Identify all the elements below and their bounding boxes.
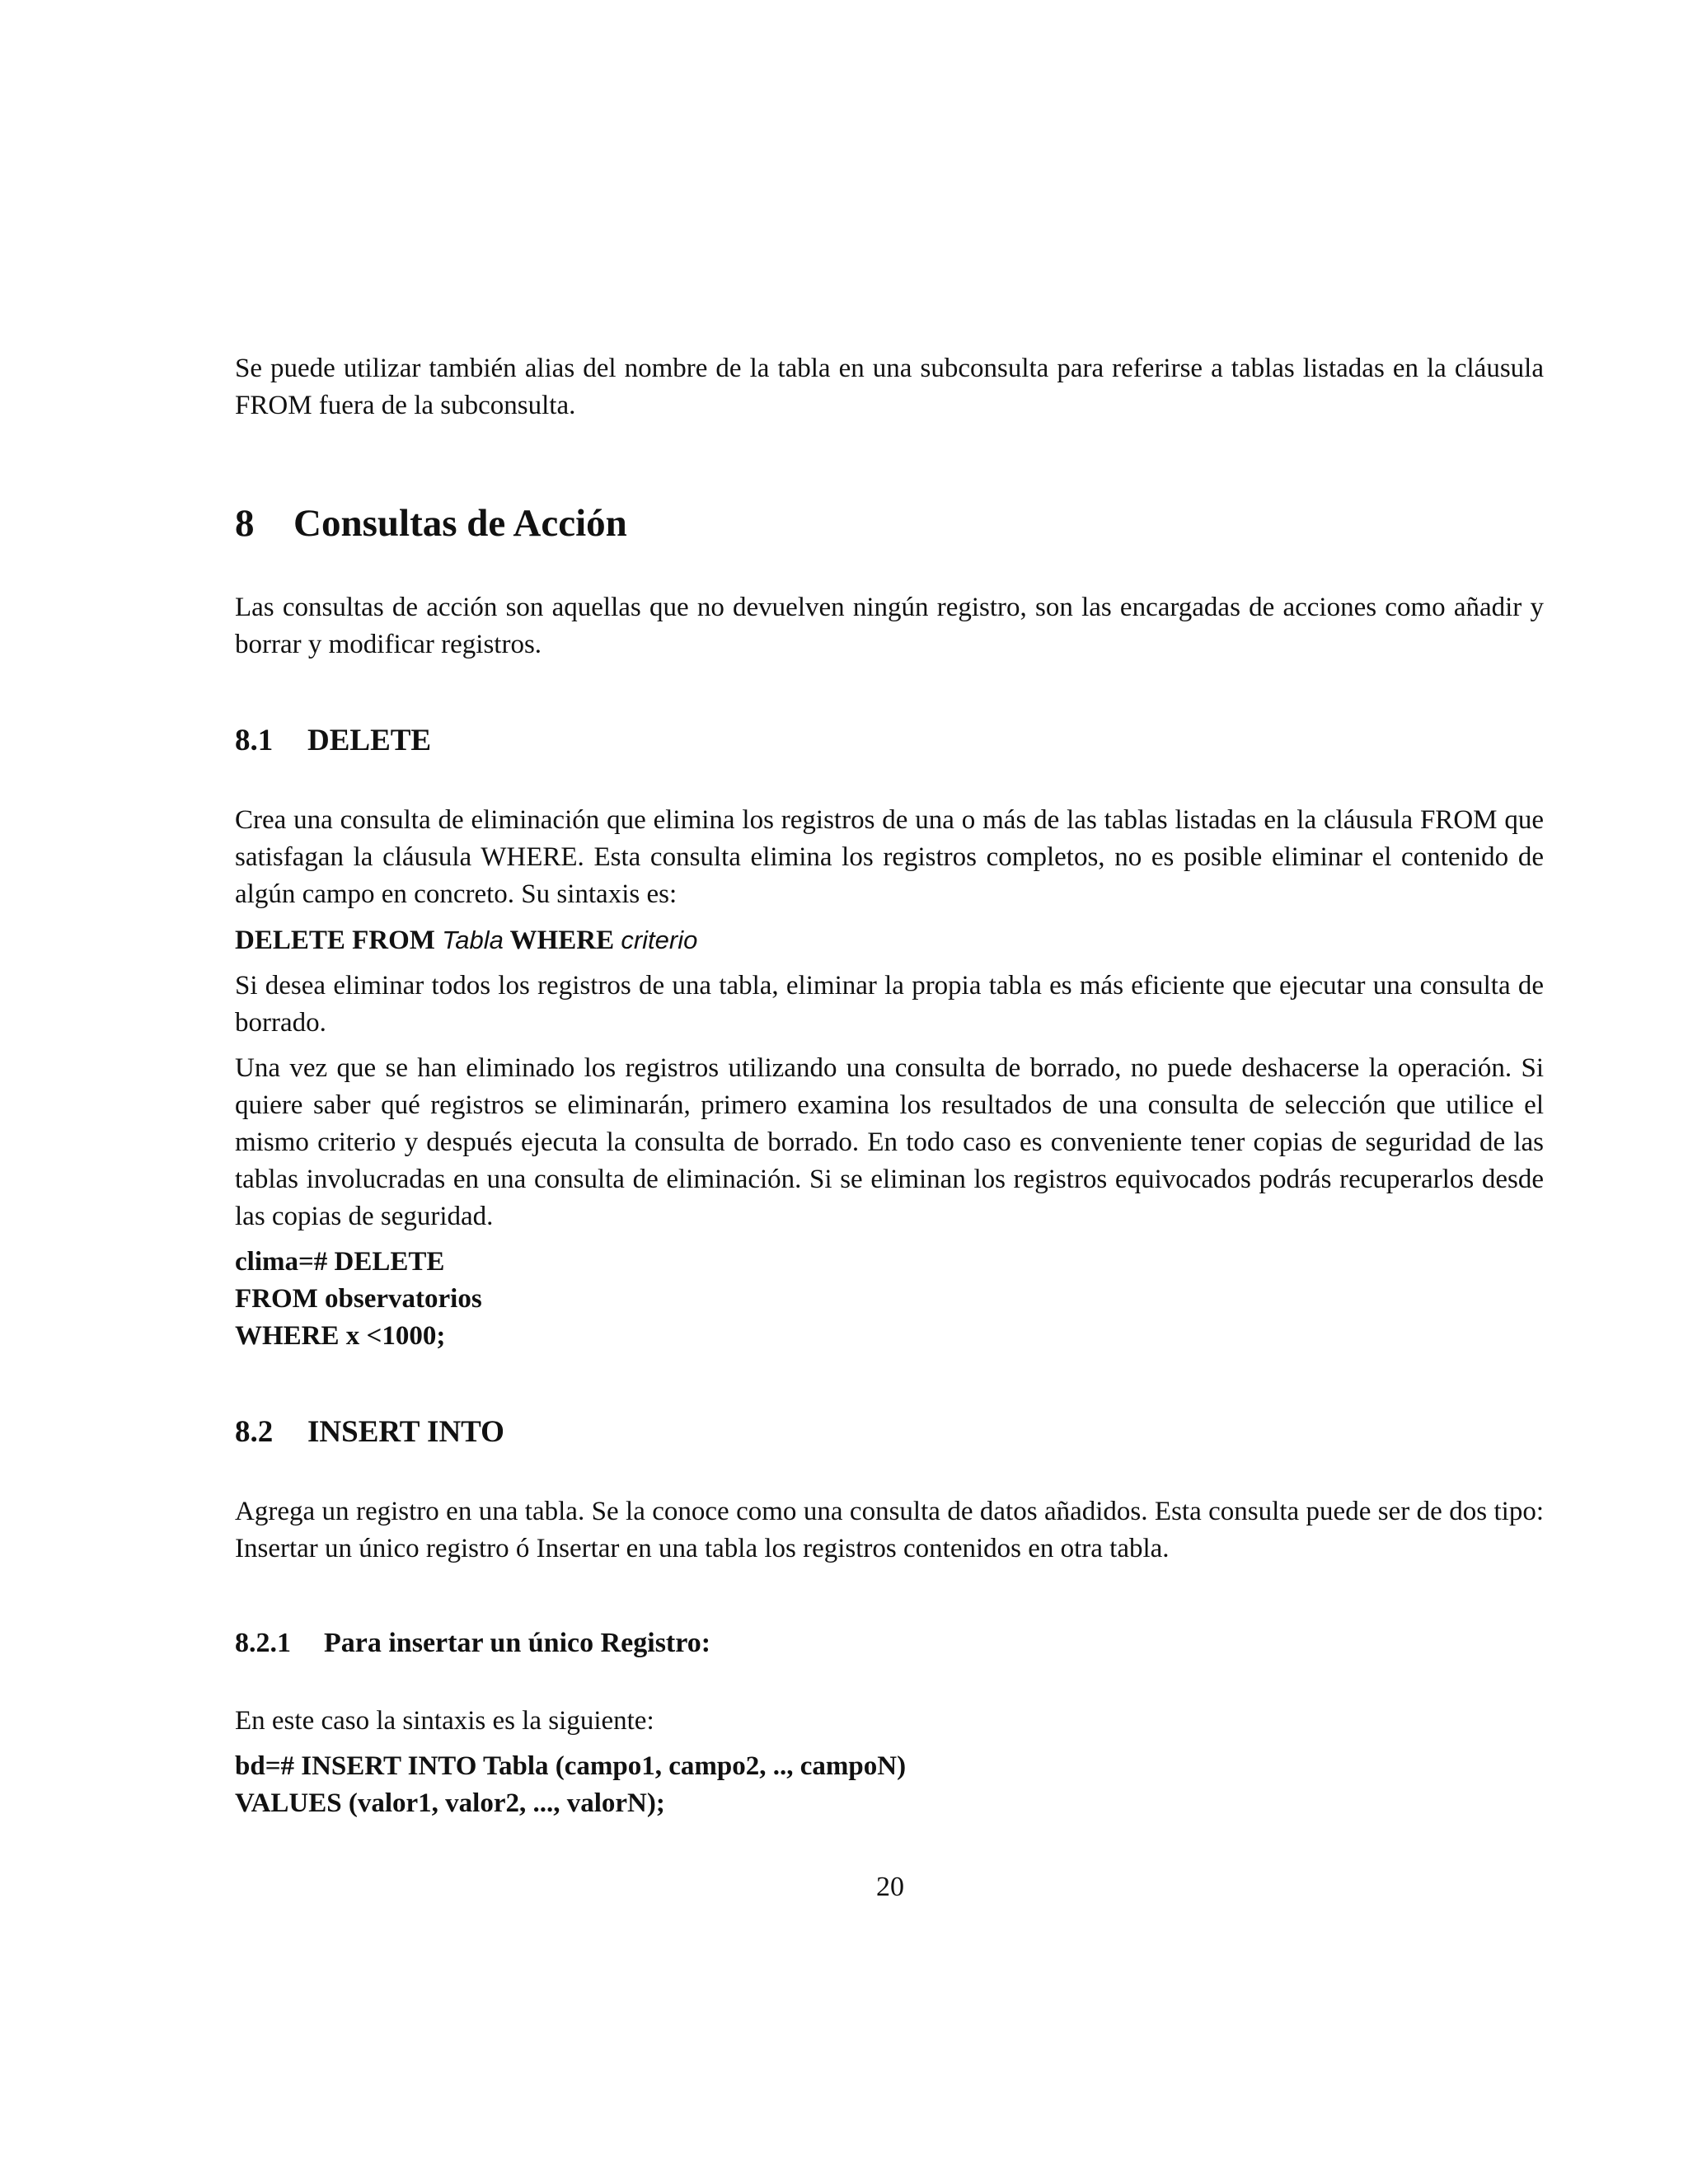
delete-syntax — [235, 921, 1544, 959]
delete-description-paragraph: Crea una consulta de eliminación que elimina los registros de una o más de las tablas listadas en la cláusula FROM que satisfagan la cláusula WHERE. Esta consulta elimina los registros completos, no es posible eliminar el contenido de algún campo en concreto. Su sintaxis es: — [235, 805, 1544, 909]
section-title: DELETE — [307, 724, 432, 757]
document-page — [235, 350, 1544, 1822]
syntax-placeholder-table: Tabla — [442, 926, 504, 954]
code-line: VALUES (valor1, valor2, ..., valorN); — [235, 1788, 665, 1818]
section-number: 8.2.1 — [235, 1628, 291, 1658]
delete-example-code — [235, 1244, 1544, 1355]
insert-syntax-code — [235, 1748, 1544, 1822]
code-line: bd=# INSERT INTO Tabla (campo1, campo2, .., campoN) — [235, 1751, 907, 1781]
insert-syntax-intro: En este caso la sintaxis es la siguiente: — [235, 1706, 654, 1736]
section-title: Para insertar un único Registro: — [324, 1628, 711, 1658]
section-8-2-heading — [235, 1413, 1544, 1452]
insert-description-paragraph: Agrega un registro en una tabla. Se la conoce como una consulta de datos añadidos. Esta consulta puede ser de dos tipo: Insertar un único registro ó Insertar en una tabla los registros contenidos en otra tabla. — [235, 1497, 1544, 1563]
code-line: FROM observatorios — [235, 1284, 482, 1314]
code-line: WHERE x <1000; — [235, 1321, 446, 1351]
syntax-placeholder-criteria: criterio — [621, 926, 698, 954]
delete-warning-paragraph: Una vez que se han eliminado los registros utilizando una consulta de borrado, no puede deshacerse la operación. Si quiere saber qué registros se eliminarán, primero examina los resultados de una consulta de selección que utilice el mismo criterio y después ejecuta la consulta de borrado. En todo caso es conveniente tener copias de seguridad de las tablas involucradas en una consulta de eliminación. Si se eliminan los registros equivocados podrás recuperarlos desde las copias de seguridad. — [235, 1053, 1544, 1231]
page-number: 20 — [876, 1872, 904, 1902]
section-title: Consultas de Acción — [293, 502, 627, 545]
delete-note-paragraph: Si desea eliminar todos los registros de una tabla, eliminar la propia tabla es más eficiente que ejecutar una consulta de borrado. — [235, 971, 1544, 1038]
syntax-keyword: DELETE FROM — [235, 926, 443, 955]
section-8-paragraph: Las consultas de acción son aquellas que no devuelven ningún registro, son las encargadas de acciones como añadir y borrar y modificar registros. — [235, 593, 1544, 659]
section-8-1-heading — [235, 721, 1544, 761]
section-number: 8 — [235, 502, 255, 545]
section-8-2-1-heading — [235, 1625, 1544, 1661]
syntax-keyword: WHERE — [503, 926, 621, 955]
section-number: 8.2 — [235, 1415, 274, 1449]
intro-paragraph: Se puede utilizar también alias del nombre de la tabla en una subconsulta para referirse a tablas listadas en la cláusula FROM fuera de la subconsulta. — [235, 354, 1544, 420]
section-8-heading — [235, 499, 1544, 548]
code-line: clima=# DELETE — [235, 1247, 445, 1277]
section-title: INSERT INTO — [307, 1415, 504, 1449]
section-number: 8.1 — [235, 724, 274, 757]
